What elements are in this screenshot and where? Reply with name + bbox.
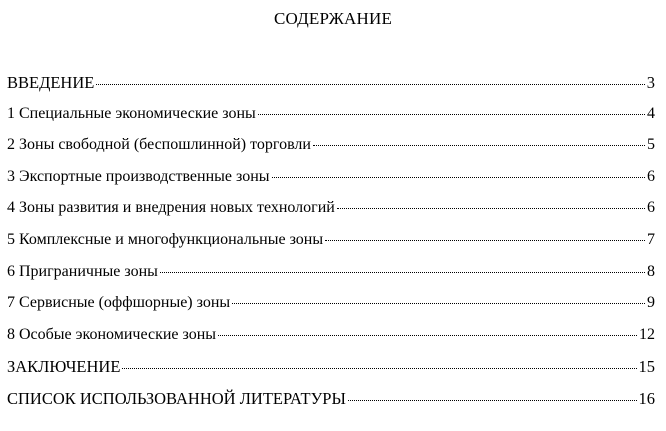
toc-entry-label: 7 Сервисные (оффшорные) зоны (7, 294, 231, 312)
toc-entry-page-number: 7 (647, 230, 655, 248)
toc-entry-page-number: 6 (647, 167, 655, 185)
toc-entry[interactable] (7, 326, 655, 358)
toc-entry-page-number: 15 (638, 357, 655, 377)
toc-entry[interactable] (7, 199, 655, 231)
toc-entry-label: СПИСОК ИСПОЛЬЗОВАННОЙ ЛИТЕРАТУРЫ (7, 388, 346, 408)
toc-entry[interactable] (7, 168, 655, 200)
dot-leader (337, 207, 645, 209)
toc-entry-page-number: 8 (647, 262, 655, 280)
toc-entry-page-number: 12 (639, 325, 655, 343)
toc-entry-label: 8 Особые экономические зоны (7, 325, 217, 343)
toc-entry-page-number: 5 (647, 136, 655, 154)
toc-entry-page-number: 16 (638, 388, 655, 408)
toc-entry-label: ВВЕДЕНИЕ (7, 73, 95, 92)
dot-leader (272, 176, 645, 178)
dot-leader (325, 239, 645, 241)
dot-leader (96, 83, 644, 85)
toc-entry-page-number: 6 (647, 199, 655, 217)
toc-entry[interactable] (7, 73, 655, 105)
toc-entry-label: 6 Приграничные зоны (7, 262, 158, 280)
toc-entry-page-number: 9 (647, 294, 655, 312)
toc-entry[interactable] (7, 136, 655, 168)
toc-entry[interactable] (7, 389, 655, 421)
toc-entry-page-number: 4 (647, 104, 655, 122)
toc-entry-label: ЗАКЛЮЧЕНИЕ (7, 357, 121, 377)
dot-leader (160, 271, 645, 273)
dot-leader (348, 399, 637, 401)
toc-title: СОДЕРЖАНИЕ (273, 9, 393, 28)
dot-leader (258, 113, 645, 115)
toc-entry-label: 2 Зоны свободной (беспошлинной) торговли (7, 136, 311, 154)
toc-entry-label: 3 Экспортные производственные зоны (7, 167, 270, 185)
dot-leader (218, 334, 637, 336)
toc-entry-page-number: 3 (646, 73, 655, 92)
dot-leader (232, 302, 645, 304)
dot-leader (122, 367, 636, 369)
toc-entry[interactable] (7, 105, 655, 137)
table-of-contents (7, 73, 655, 421)
toc-entry[interactable] (7, 294, 655, 326)
toc-entry[interactable] (7, 357, 655, 389)
toc-entry-label: 4 Зоны развития и внедрения новых технологий (7, 199, 335, 217)
toc-entry[interactable] (7, 231, 655, 263)
toc-entry-label: 5 Комплексные и многофункциональные зоны (7, 230, 324, 248)
toc-entry[interactable] (7, 263, 655, 295)
dot-leader (313, 144, 645, 146)
toc-entry-label: 1 Специальные экономические зоны (7, 104, 256, 122)
